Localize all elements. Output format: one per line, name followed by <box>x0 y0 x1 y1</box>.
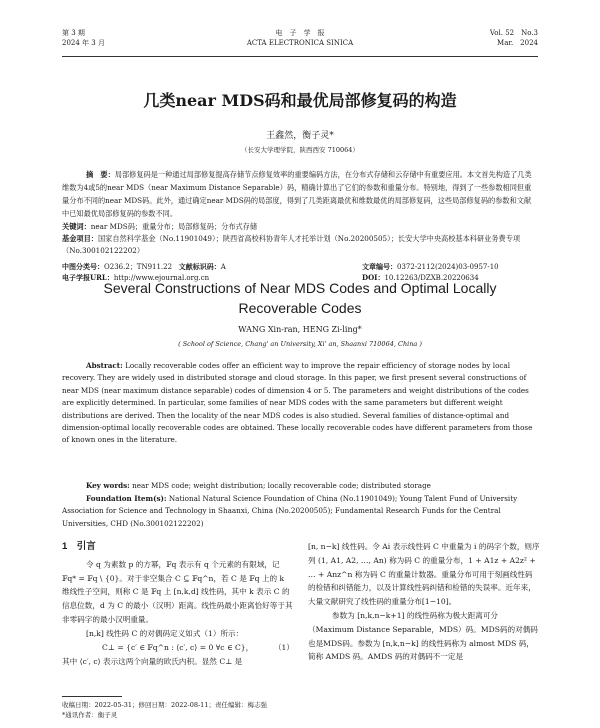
issue-number: 第 3 期 <box>62 29 85 37</box>
funding-cn-text: 国家自然科学基金（No.11901049）；陕西省高校科协青年人才托举计划（No.20200505）；长安大学中央高校基本科研业务费专项（No.300102122202） <box>62 234 521 255</box>
abstract-en <box>62 360 538 447</box>
clc-label: 中图分类号： <box>62 262 104 271</box>
equation-1-body: C⊥ = {c′ ∈ 𝔽q^n : ⟨c′, c⟩ = 0 ∀c ∈ C}， <box>102 642 254 652</box>
footnote-dates: 收稿日期：2022-05-31；修回日期：2022-08-11；责任编辑：梅志强 <box>62 701 267 709</box>
abstract-cn-label: 摘 要： <box>86 170 115 179</box>
doi-value[interactable]: 10.12263/DZXB.20220634 <box>384 274 479 282</box>
body-column-right <box>308 540 540 664</box>
authors-en: WANG Xin-ran, HENG Zi-ling* <box>238 325 362 334</box>
authors-cn: 王鑫然，衡子灵* <box>266 131 334 141</box>
funding-en <box>62 493 538 530</box>
intro-paragraph-4: [n, n−k] 线性码。令 Ai 表示线性码 C 中重量为 i 的码字个数，则序列 (1, A1, A2, …, An) 称为码 C 的重量分布，1 + A1z + A2z² + … + Anz^n 称为码 C 的重量计数器。重量分布可用于刻画线性码的检错和纠错能力，以及计算线性码纠错和检错的失误率。近年来，大量文献研究了线性码的重量分布[1−10]。 <box>308 542 540 607</box>
affiliation-en: ( School of Science, Chang' an University, Xi' an, Shaanxi 710064, China ) <box>178 340 422 348</box>
abstract-en-label: Abstract: <box>86 361 123 370</box>
affiliation-cn: （长安大学理学院，陕西西安 710064） <box>241 146 359 154</box>
volume-number: Vol. 52 No.3 <box>489 29 538 37</box>
intro-paragraph-1: 令 q 为素数 p 的方幂，𝔽q 表示有 q 个元素的有限域，记 𝔽q* = 𝔽q \ {0}。对于非空集合 C ⊆ 𝔽q^n，若 C 是 𝔽q 上的 k 维线性子空间，则称 C 是 𝔽q 上 [n,k,d] 线性码，其中 k 表示 C 的信息位数，d 为 C 的最小（汉明）距离。线性码最小距离恰好等于其非零码字的最小汉明重量。 <box>62 559 293 624</box>
keywords-en-text: near MDS code; weight distribution; locally recoverable code; distributed storage <box>132 481 431 490</box>
equation-1-number: （1） <box>273 642 294 652</box>
issue-date-en: Mar. 2024 <box>497 39 538 47</box>
doc-code-label: 文献标识码： <box>178 262 221 271</box>
funding-cn-label: 基金项目： <box>62 234 98 243</box>
intro-paragraph-5: 参数为 [n,k,n−k+1] 的线性码称为极大距离可分（Maximum Distance Separable，MDS）码。MDS码的对偶码也是MDS码。参数为 [n,k,n−k] 的线性码称为 almost MDS 码，简称 AMDS 码。AMDS 码的对偶码不一定是 <box>308 610 538 662</box>
url-label: 电子学报URL： <box>62 273 114 282</box>
doc-code-value: A <box>220 263 226 271</box>
section-heading-introduction: 1 引言 <box>62 541 96 552</box>
abstract-cn-text: 局部修复码是一种通过局部修复提高存储节点修复效率的重要编码方法，在分布式存储和云存储中有重要应用。本文首先构造了几类维数为4或5的near MDS（near Maximum Distance Separable）码，精确计算出了它们的参数和重量分布。特别地，得到了一些参数相同但重量分布不同的near MDS码。此外，通过确定near MDS码的局部度，得到了几类距离最优和维数最优的局部修复码，这些局部修复码的参数和文献中已知最优局部修复码的参数不同。 <box>62 170 532 218</box>
doi-label: DOI： <box>362 273 385 282</box>
footnote-divider <box>62 696 122 697</box>
clc-value: O236.2；TN911.22 <box>104 263 173 271</box>
footnote-corresponding-author: *通讯作者：衡子灵 <box>62 711 118 719</box>
keywords-cn-label: 关键词： <box>62 222 91 231</box>
keywords-cn-text: near MDS码；重量分布；局部修复码；分布式存储 <box>90 222 258 231</box>
keywords-cn <box>62 220 538 233</box>
paper-title-en: Several Constructions of Near MDS Codes and Optimal Locally Recoverable Codes <box>103 280 497 316</box>
paper-title-cn: 几类near MDS码和最优局部修复码的构造 <box>143 91 457 110</box>
intro-paragraph-2: [n,k] 线性码 C 的对偶码定义如式（1）所示： <box>86 628 244 638</box>
abstract-cn <box>62 168 538 220</box>
header-divider <box>62 56 538 57</box>
intro-paragraph-3: 其中 ⟨c′, c⟩ 表示这两个向量的欧氏内积。显然 C⊥ 是 <box>62 656 243 666</box>
journal-url[interactable]: http://www.ejournal.org.cn <box>113 274 210 282</box>
funding-en-label: Foundation Item(s): <box>86 494 167 503</box>
journal-name-en: ACTA ELECTRONICA SINICA <box>246 39 354 47</box>
article-number-label: 文章编号： <box>362 262 397 271</box>
header-center <box>62 28 538 48</box>
keywords-en-label: Key words: <box>86 481 130 490</box>
issue-date-cn: 2024 年 3 月 <box>62 39 105 47</box>
keywords-en <box>62 480 538 492</box>
header-right <box>490 28 538 48</box>
abstract-en-text: Locally recoverable codes offer an efficient way to improve the repair efficiency of storage nodes by local recovery. They are widely used in distributed storage and cloud storage. In this paper, we first present several constructions of near MDS (near maximum distance separable) codes of dimension 4 or 5. The parameters and weight distributions of the codes are explicitly determined. In particular, some families of near MDS codes with the same parameters but different weight distributions are derived. Then the locality of the near MDS codes is also studied. Several families of distance-optimal and dimension-optimal locally recoverable codes are obtained. These locally recoverable codes have different parameters from those of known ones in the literature. <box>62 361 533 445</box>
article-number-value: 0372-2112(2024)03-0957-10 <box>397 263 499 271</box>
funding-en-text: National Natural Science Foundation of China (No.11901049); Young Talent Fund of University Association for Science and Technology in Shaanxi, China (No.20200505); Fundamental Research Funds for the Central Universities, CHD (No.300102122202) <box>62 494 518 528</box>
funding-cn <box>62 233 538 257</box>
body-column-left <box>62 540 294 668</box>
equation-1 <box>62 641 294 655</box>
journal-name-cn: 电 子 学 报 <box>275 29 325 37</box>
